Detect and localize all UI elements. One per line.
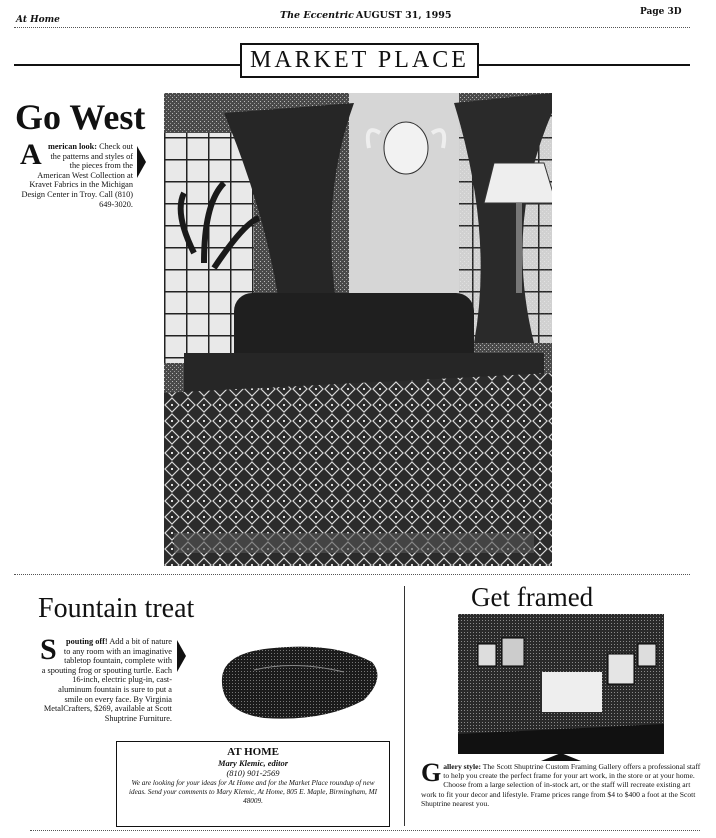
go-west-lead: merican look: [47,142,98,151]
fountain-dropcap: S [40,633,57,666]
framed-headline: Get framed [471,582,594,612]
gallery-illustration [458,614,664,754]
go-west-headline: Go West [15,97,146,137]
section-divider [14,574,690,575]
living-room-illustration [164,93,552,566]
gallery-photo [458,614,664,754]
at-home-editor: Mary Klemic, editor [217,758,289,768]
fountain-headline: Fountain treat [38,593,195,624]
bottom-rule [30,830,700,831]
header-rule [14,27,690,28]
go-west-dropcap: A [20,138,42,171]
go-west-body: Check out the patterns and styles of the pieces from the American West Collection at Kravet Fabrics in the Michigan Design Center in Troy. Call (810) 649-3020. [21,142,133,209]
go-west-caption [20,138,133,209]
paper-title: The Eccentric [280,10,354,21]
framed-body: The Scott Shuptrine Custom Framing Gallery offers a professional staff to help you create the perfect frame for your art work, in the store or at your home. Choose from a large selection of in-stock art, or the staff will recreate existing art work to fit your decor and lifestyle. Frame prices range from $4 to $400 a foot at the Scott Shuptrine nearest you. [421,762,701,808]
framed-lead: allery style: [443,762,481,771]
page-number: Page 3D [640,7,682,17]
section-label: At Home [16,15,60,25]
fountain-caption [40,633,172,723]
section-title: MARKET PLACE [240,43,479,78]
fountain-illustration [214,638,384,724]
framed-dropcap: G [421,758,442,787]
column-divider [404,586,405,826]
fountain-arrow-icon [177,640,186,672]
fountain-lead: pouting off! [65,637,108,646]
at-home-phone: (810) 901-2569 [226,768,280,778]
paper-name [280,10,451,21]
living-room-photo [164,93,552,566]
at-home-note: We are looking for your ideas for At Home and for the Market Place roundup of new ideas. Send your comments to Mary Klemic, At Home, 805 E. Maple, Birmingham, MI 48009. [129,779,377,805]
paper-date: AUGUST 31, 1995 [355,10,452,21]
gallery-pointer-icon [541,753,581,761]
fountain-body: Add a bit of nature to any room with an imaginative tabletop fountain, complete with a spouting frog or spouting turtle. Each 16-inch, electric plug-in, cast-aluminum fountain is sure to put a smile on every face. By Virginia MetalCrafters, $269, available at Scott Shuptrine Furniture. [41,637,172,723]
framed-caption [421,758,706,808]
caption-arrow-icon [137,146,146,178]
fountain-photo [214,638,384,724]
at-home-box [116,741,390,827]
at-home-title: AT HOME [227,746,279,758]
